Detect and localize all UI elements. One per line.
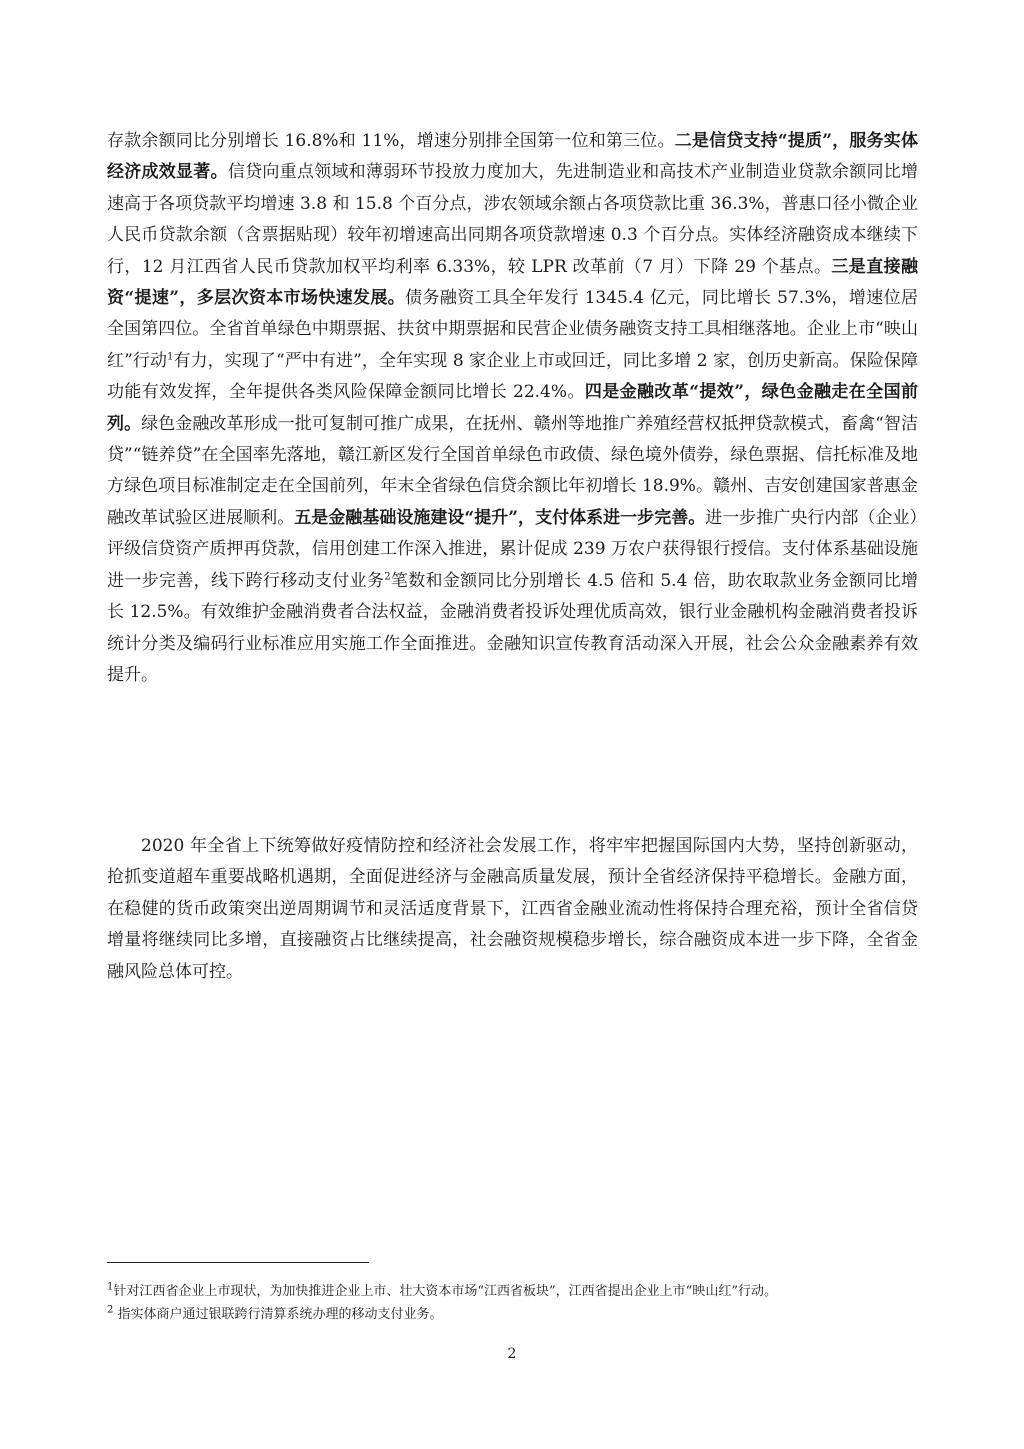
heading-direct-financing: 三是直接融资“提速”，多层次资本市场快速发展。 [107, 256, 919, 309]
text-direct-financing-b: 有力，实现了“严中有进”，全年实现 8 家企业上市或回迁，同比多增 2 家，创历史新高。保险保障功能有效发挥，全年提供各类风险保障金额同比增长 22.4%。 [107, 350, 918, 403]
heading-financial-reform: 四是金融改革“提效”，绿色金融走在全国前列。 [107, 382, 918, 434]
heading-infrastructure: 五是金融基础设施建设“提升”，支付体系进一步完善。 [294, 507, 706, 528]
text-infrastructure-b: 笔数和金额同比分别增长 4.5 倍和 5.4 倍，助农取款业务金额同比增长 12.5%。有效维护金融消费者合法权益，金融消费者投诉处理优质高效，银行业金融机构金融消费者投诉统计分类及编码行业标准应用实施工作全面推进。金融知识宣传教育活动深入开展，社会公众金融素养有效提升。 [107, 570, 919, 685]
footnote-ref-1[interactable]: 1 [167, 351, 174, 363]
text-direct-financing-a: 债务融资工具全年发行 1345.4 亿元，同比增长 57.3%，增速位居全国第四位。全省首单绿色中期票据、扶贫中期票据和民营企业债务融资支持工具相继落地。企业上市“映山红”行动 [107, 288, 919, 371]
page-number: 2 [507, 1346, 517, 1362]
footnote-mark-1: 1 [107, 1281, 114, 1293]
footnote-mark-2: 2 [107, 1304, 114, 1316]
footnote-text-1: 针对江西省企业上市现状，为加快推进企业上市、壮大资本市场“江西省板块”，江西省提出企业上市“映山红”行动。 [113, 1284, 777, 1299]
heading-credit-quality: 二是信贷支持“提质”，服务实体经济成效显著。 [107, 131, 918, 183]
footnote-ref-2[interactable]: 2 [384, 571, 391, 583]
text-credit-support: 信贷向重点领域和薄弱环节投放力度加大，先进制造业和高技术产业制造业贷款余额同比增速高于各项贷款平均增速 3.8 和 15.8 个百分点，涉农领域余额占各项贷款比重 36.3%，普惠口径小微企业人民币贷款余额（含票据贴现）较年初增速高出同期各项贷款增速 0.3 个百分点。实体经济融资成本继续下行，12 月江西省人民币贷款加权平均利率 6.33%，较 LPR 改革前（7 月）下降 29 个基点。 [107, 162, 919, 277]
body-paragraph-2: 2020 年全省上下统筹做好疫情防控和经济社会发展工作，将牢牢把握国际国内大势，坚持创新驱动，抢抓变道超车重要战略机遇期，全面促进经济与金融高质量发展，预计全省经济保持平稳增长。金融方面，在稳健的货币政策突出逆周期调节和灵活适度背景下，江西省金融业流动性将保持合理充裕，预计全省信贷增量将继续同比多增，直接融资占比继续提高，社会融资规模稳步增长，综合融资成本进一步下降，全省金融风险总体可控。 [107, 836, 918, 982]
text-deposit-growth: 存款余额同比分别增长 16.8%和 11%，增速分别排全国第一位和第三位。 [107, 131, 675, 151]
body-paragraph-1 [107, 126, 918, 691]
footnotes [107, 1280, 927, 1326]
footnote-1 [107, 1280, 927, 1303]
footnote-divider [107, 1262, 369, 1263]
footnote-text-2: 指实体商户通过银联跨行清算系统办理的移动支付业务。 [113, 1307, 443, 1322]
footnote-2 [107, 1303, 927, 1326]
text-infrastructure-a: 进一步推广央行内部（企业）评级信贷资产质押再贷款，信用创建工作深入推进，累计促成 239 万农户获得银行授信。支付体系基础设施进一步完善，线下跨行移动支付业务 [107, 507, 918, 591]
text-green-finance: 绿色金融改革形成一批可复制可推广成果，在抚州、赣州等地推广养殖经营权抵押贷款模式，畜禽“智洁贷”“链养贷”在全国率先落地，赣江新区发行全国首单绿色市政债、绿色境外债券，绿色票据、信托标准及地方绿色项目标准制定走在全国前列，年末全省绿色信贷余额比年初增长 18.9%。赣州、吉安创建国家普惠金融改革试验区进展顺利。 [107, 413, 918, 528]
